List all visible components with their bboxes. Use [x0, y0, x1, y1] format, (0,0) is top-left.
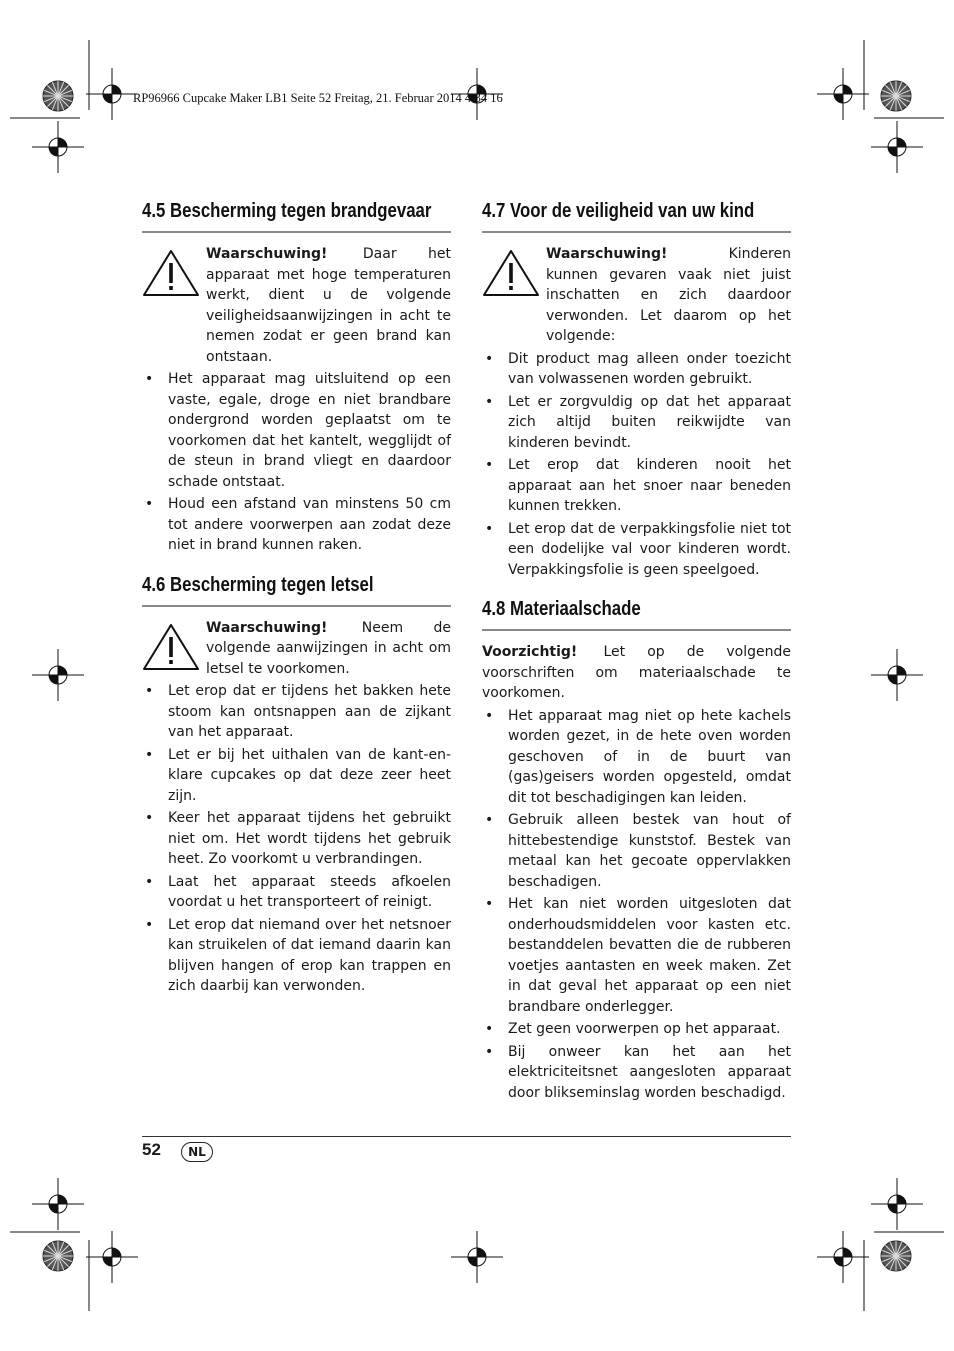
bullet-list	[142, 681, 451, 997]
list-item: • Let erop dat er tijdens het bakken hete stoom kan ontsnappen aan de zijkant van het apparaat.	[142, 681, 451, 743]
list-item: • Let er bij het uithalen van de kant-en-klare cupcakes op dat deze zeer heet zijn.	[142, 745, 451, 807]
section-title: 4.8 Materiaalschade	[482, 598, 641, 620]
list-item: • Het apparaat mag niet op hete kachels worden gezet, in de hete oven worden geschoven of in de buurt van (gas)geisers worden opgesteld, omdat dit tot beschadigingen kan leiden.	[482, 706, 791, 809]
list-item: • Houd een afstand van minstens 50 cm tot andere voorwerpen aan zodat deze niet in brand kunnen raken.	[142, 494, 451, 556]
warning-triangle-icon	[142, 618, 206, 672]
list-item: • Zet geen voorwerpen op het apparaat.	[482, 1019, 791, 1040]
footer-rule	[142, 1136, 791, 1137]
warning-triangle-icon	[142, 244, 206, 298]
section-title: 4.6 Bescherming tegen letsel	[142, 573, 374, 596]
caution-text: Let op de volgende voorschriften om materiaalschade te voorkomen.	[482, 644, 792, 701]
caution-label: Voorzichtig!	[482, 644, 578, 660]
section-4-8	[482, 596, 791, 1103]
list-item: • Bij onweer kan het aan het elektriciteitsnet aangesloten apparaat door blikseminslag worden beschadigd.	[482, 1042, 791, 1104]
list-item: • Let erop dat niemand over het netsnoer kan struikelen of dat iemand daarin kan blijven hangen of erop kan trappen en zich daarbij kan verwonden.	[142, 915, 451, 997]
warning-block	[142, 618, 451, 680]
warning-block	[142, 244, 451, 367]
language-badge: NL	[181, 1142, 213, 1162]
section-4-6	[142, 572, 451, 997]
bullet-list	[482, 349, 791, 581]
warning-text: Kinderen kunnen gevaren vaak niet juist inschatten en zich daardoor verwonden. Let daarom op het volgende:	[546, 246, 791, 344]
warning-paragraph	[206, 244, 451, 367]
list-item: • Keer het apparaat tijdens het gebruikt niet om. Het wordt tijdens het gebruik heet. Zo voorkomt u verbrandingen.	[142, 808, 451, 870]
bullet-list	[142, 369, 451, 556]
list-item: • Let er zorgvuldig op dat het apparaat zich altijd buiten reikwijdte van kinderen bevindt.	[482, 392, 791, 454]
page-number: 52	[142, 1140, 161, 1159]
print-header: RP96966 Cupcake Maker LB1 Seite 52 Freitag, 21. Februar 2014 4:34 16	[133, 91, 503, 105]
warning-block	[482, 244, 791, 347]
list-item: • Let erop dat de verpakkingsfolie niet tot een dodelijke val voor kinderen wordt. Verpakkingsfolie is geen speelgoed.	[482, 519, 791, 581]
list-item: • Het apparaat mag uitsluitend op een vaste, egale, droge en niet brandbare ondergrond worden geplaatst om te voorkomen dat het kantelt, wegglijdt of de steun in brand vliegt en daardoor schade ontstaat.	[142, 369, 451, 492]
warning-label: Waarschuwing!	[206, 619, 328, 636]
warning-paragraph	[546, 244, 791, 347]
right-column	[482, 198, 791, 1105]
list-item: • Gebruik alleen bestek van hout of hittebestendige kunststof. Bestek van metaal kan het gecoate oppervlakken beschadigen.	[482, 810, 791, 892]
list-item: • Let erop dat kinderen nooit het apparaat aan het snoer naar beneden kunnen trekken.	[482, 455, 791, 517]
section-rule	[482, 231, 791, 233]
caution-paragraph	[482, 642, 791, 704]
bullet-list	[482, 706, 791, 1104]
warning-triangle-icon	[482, 244, 546, 298]
warning-label: Waarschuwing!	[546, 246, 668, 262]
section-rule	[142, 231, 451, 233]
warning-text: Daar het apparaat met hoge temperaturen werkt, dient u de volgende veiligheidsaanwijzingen in acht te nemen zodat er geen brand kan ontstaan.	[206, 246, 451, 365]
section-title: 4.5 Bescherming tegen brandgevaar	[142, 200, 432, 222]
list-item: • Laat het apparaat steeds afkoelen voordat u het transporteert of reinigt.	[142, 872, 451, 913]
section-4-5	[142, 198, 451, 556]
section-4-7	[482, 198, 791, 580]
list-item: • Het kan niet worden uitgesloten dat onderhoudsmiddelen voor kasten etc. bestanddelen bevatten die de rubberen voetjes aantasten en week maken. Zet in dat geval het apparaat op een niet brandbare onderlegger.	[482, 894, 791, 1017]
warning-text: Neem de volgende aanwijzingen in acht om letsel te voorkomen.	[206, 619, 451, 677]
warning-label: Waarschuwing!	[206, 246, 328, 262]
left-column	[142, 198, 451, 999]
section-rule	[482, 629, 791, 631]
warning-paragraph	[206, 618, 451, 680]
list-item: • Dit product mag alleen onder toezicht van volwassenen worden gebruikt.	[482, 349, 791, 390]
section-title: 4.7 Voor de veiligheid van uw kind	[482, 200, 755, 222]
section-rule	[142, 605, 451, 607]
